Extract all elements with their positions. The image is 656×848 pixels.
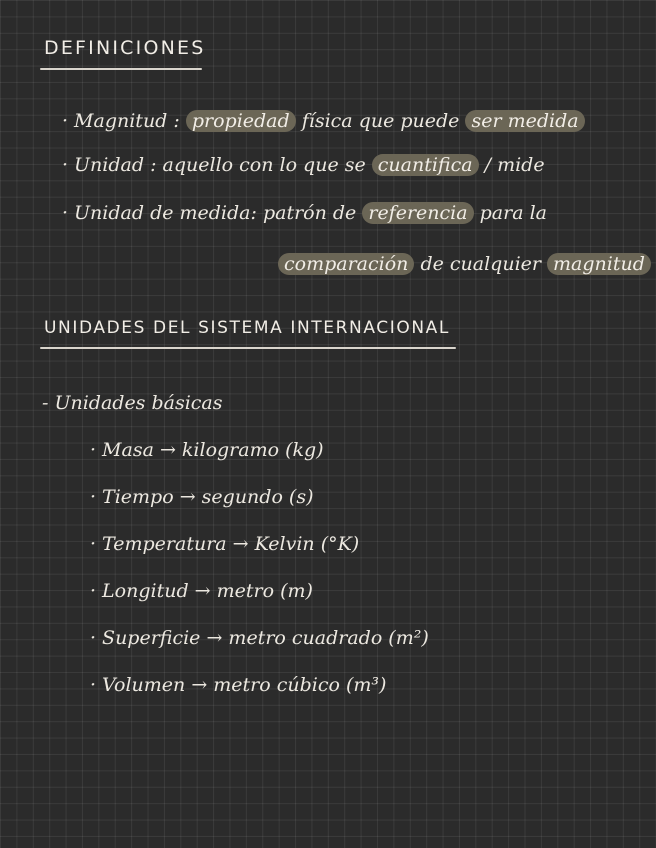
definition-unidad bbox=[62, 152, 545, 178]
unit-text: Superficie → metro cuadrado (m²) bbox=[102, 627, 429, 649]
unit-text: Masa → kilogramo (kg) bbox=[102, 439, 324, 461]
unit-text: Longitud → metro (m) bbox=[102, 580, 313, 602]
definition-separator: : bbox=[250, 202, 257, 224]
bullet: · bbox=[90, 439, 97, 461]
bullet: · bbox=[90, 580, 97, 602]
bullet: · bbox=[62, 154, 69, 176]
definition-separator: : bbox=[150, 154, 157, 176]
definiciones-underline bbox=[40, 68, 202, 70]
definition-text: de cualquier bbox=[420, 253, 541, 275]
highlight-referencia: referencia bbox=[362, 202, 473, 224]
bullet: · bbox=[62, 202, 69, 224]
unit-item-temperatura bbox=[90, 531, 359, 557]
definition-term: Unidad de medida bbox=[74, 202, 251, 224]
definition-term: Unidad bbox=[74, 154, 145, 176]
bullet: · bbox=[90, 674, 97, 696]
unidades-heading: UNIDADES DEL SISTEMA INTERNACIONAL bbox=[44, 318, 450, 338]
definition-text: patrón de bbox=[262, 202, 357, 224]
unit-item-longitud bbox=[90, 578, 313, 604]
definition-term: Magnitud bbox=[74, 110, 168, 132]
bullet: · bbox=[90, 533, 97, 555]
definition-unidad-de-medida bbox=[62, 200, 547, 226]
unit-text: Temperatura → Kelvin (°K) bbox=[102, 533, 360, 555]
highlight-magnitud: magnitud bbox=[547, 253, 651, 275]
unit-text: Volumen → metro cúbico (m³) bbox=[102, 674, 387, 696]
bullet: · bbox=[90, 627, 97, 649]
definition-text-end: / mide bbox=[484, 154, 545, 176]
highlight-propiedad: propiedad bbox=[186, 110, 296, 132]
definition-text-end: para la bbox=[479, 202, 547, 224]
definiciones-heading: DEFINICIONES bbox=[44, 37, 206, 59]
unit-item-volumen bbox=[90, 672, 386, 698]
unidades-underline bbox=[40, 347, 456, 349]
highlight-cuantifica: cuantifica bbox=[372, 154, 479, 176]
definition-magnitud bbox=[62, 108, 585, 134]
highlight-comparacion: comparación bbox=[278, 253, 414, 275]
unit-item-superficie bbox=[90, 625, 429, 651]
definition-unidad-de-medida-cont bbox=[278, 251, 651, 277]
unit-text: Tiempo → segundo (s) bbox=[102, 486, 314, 508]
definition-text: física que puede bbox=[301, 110, 460, 132]
highlight-ser-medida: ser medida bbox=[465, 110, 584, 132]
definition-separator: : bbox=[173, 110, 180, 132]
subheading-unidades-basicas: - Unidades básicas bbox=[42, 392, 223, 414]
bullet: · bbox=[62, 110, 69, 132]
unit-item-masa bbox=[90, 437, 324, 463]
unit-item-tiempo bbox=[90, 484, 314, 510]
bullet: · bbox=[90, 486, 97, 508]
definition-text: aquello con lo que se bbox=[162, 154, 366, 176]
